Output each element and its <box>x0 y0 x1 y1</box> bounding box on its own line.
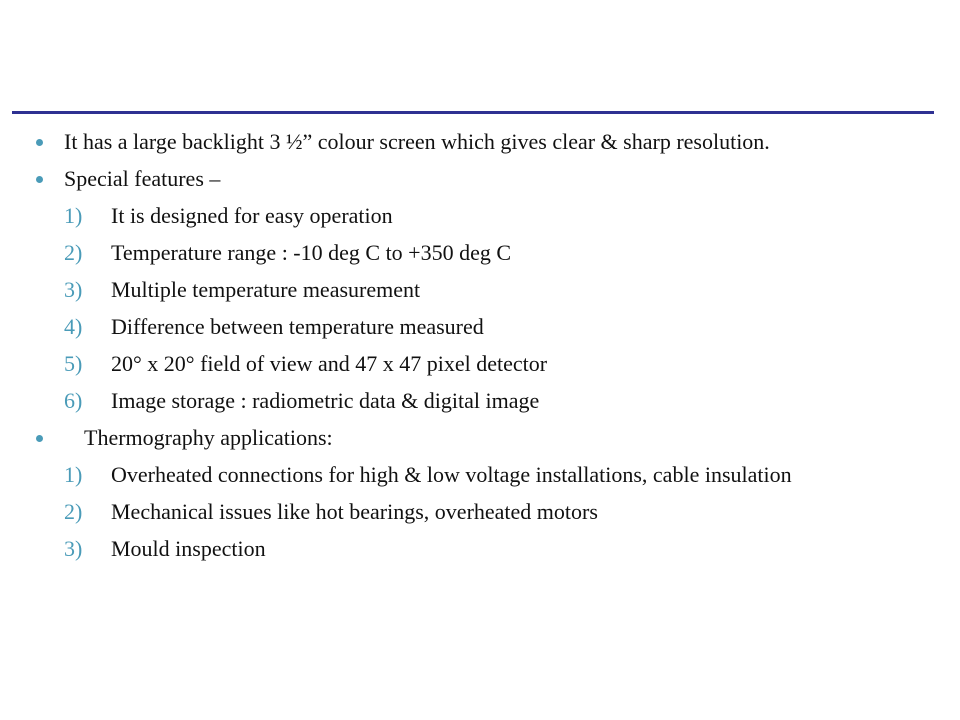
item-text: Mould inspection <box>111 536 266 561</box>
numbered-item <box>30 498 930 526</box>
item-text: Image storage : radiometric data & digital image <box>111 388 540 413</box>
item-text: Difference between temperature measured <box>111 314 484 339</box>
bullet-item <box>30 128 930 156</box>
slide-content <box>30 128 930 572</box>
bullet-text: Thermography applications: <box>84 425 333 450</box>
bullet-item <box>30 165 930 193</box>
item-number: 1) <box>64 462 83 487</box>
numbered-item <box>30 239 930 267</box>
numbered-item <box>30 202 930 230</box>
bullet-item <box>30 424 930 452</box>
bullet-dot-icon <box>36 176 43 183</box>
item-text: Multiple temperature measurement <box>111 277 421 302</box>
item-number: 1) <box>64 203 83 228</box>
bullet-text: It has a large backlight 3 ½” colour screen which gives clear & sharp resolution. <box>64 129 770 154</box>
item-number: 2) <box>64 240 83 265</box>
item-text: Mechanical issues like hot bearings, overheated motors <box>111 499 598 524</box>
bullet-text: Special features – <box>64 166 221 191</box>
item-number: 6) <box>64 388 83 413</box>
item-text: It is designed for easy operation <box>111 203 393 228</box>
item-text: Temperature range : -10 deg C to +350 deg C <box>111 240 512 265</box>
numbered-item <box>30 276 930 304</box>
item-number: 3) <box>64 277 83 302</box>
numbered-item <box>30 350 930 378</box>
numbered-item <box>30 387 930 415</box>
item-text: 20° x 20° field of view and 47 x 47 pixel detector <box>111 351 548 376</box>
title-divider <box>12 111 934 114</box>
item-number: 5) <box>64 351 83 376</box>
item-number: 2) <box>64 499 83 524</box>
numbered-item <box>30 313 930 341</box>
item-number: 4) <box>64 314 83 339</box>
item-number: 3) <box>64 536 83 561</box>
bullet-dot-icon <box>36 139 43 146</box>
numbered-item <box>30 461 930 489</box>
numbered-item <box>30 535 930 563</box>
bullet-dot-icon <box>36 435 43 442</box>
item-text: Overheated connections for high & low voltage installations, cable insulation <box>111 462 792 487</box>
